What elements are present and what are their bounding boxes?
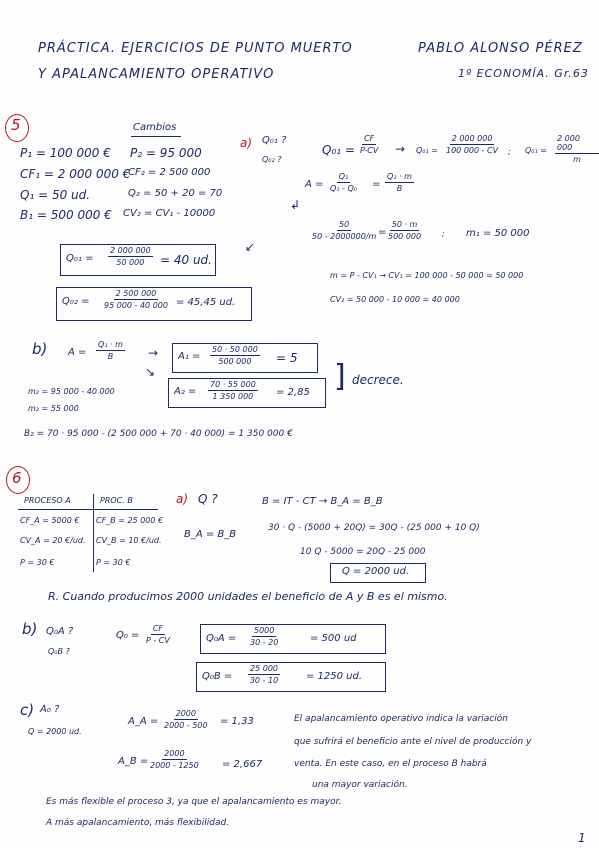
expl-1: El apalancamiento operativo indica la variación	[294, 714, 508, 724]
frac-q0: $\frac{CF}{P - CV}$	[146, 624, 170, 645]
expl-3: venta. En este caso, en el proceso B habrá	[294, 759, 487, 769]
cfa: CF_A = 5000 €	[20, 516, 80, 525]
aa-result: = 1,33	[220, 716, 254, 727]
c-q: Q = 2000 ud.	[28, 727, 82, 736]
a-eq: A =	[305, 179, 324, 190]
q2: Q₂ = 50 + 20 = 70	[128, 188, 223, 199]
q01-c: Q₀₁ =	[525, 146, 547, 155]
aa: A_A =	[128, 716, 159, 727]
expl-2: que sufrirá el beneficio ante el nivel de producción y	[294, 737, 532, 747]
cv2-line: CV₂ = 50 000 - 10 000 = 40 000	[330, 295, 460, 304]
arrow-b2: ↘	[145, 365, 156, 379]
title-line-2: Y APALANCAMIENTO OPERATIVO	[38, 67, 275, 82]
b-a: A =	[68, 347, 87, 358]
q01-box-lhs: Q₀₁ =	[66, 253, 94, 264]
arrow-b1: →	[148, 346, 159, 360]
q01-box-result: = 40 ud.	[160, 253, 212, 267]
frac-q01-box: $\frac{2 000 000}{50 000}$	[110, 246, 151, 267]
q0b-result: = 1250 ud.	[306, 671, 363, 682]
expl-4: una mayor variación.	[312, 780, 408, 790]
eq-line-2: 10 Q - 5000 = 20Q - 25 000	[300, 547, 426, 557]
q01-b: Q₀₁ =	[416, 146, 438, 155]
cambios-underline	[131, 136, 181, 137]
table-line	[18, 509, 158, 510]
ex5-b-label: b)	[32, 340, 48, 358]
b2-line: B₂ = 70 · 95 000 - (2 500 000 + 70 · 40 000) = 1 350 000 €	[24, 429, 293, 439]
frac-q1-q1q0: $\frac{\text{Q₁}}{\text{Q₁ - Q₀}}$	[330, 172, 357, 193]
concl-1: Es más flexible el proceso 3, ya que el apalancamiento es mayor.	[46, 797, 342, 807]
q0a-result: = 500 ud	[310, 633, 357, 644]
pa: P = 30 €	[20, 558, 55, 567]
ex6-c-label: c)	[20, 701, 35, 719]
ex5-a-label: a)	[240, 136, 253, 150]
q0b-lhs: Q₀B =	[202, 671, 233, 682]
q1: Q₁ = 50 ud.	[20, 188, 91, 202]
ex6-a-label: a)	[176, 492, 189, 506]
arrow-curve: ↲	[290, 198, 301, 212]
b-eq: B = IT - CT → B_A = B_B	[262, 496, 383, 507]
concl-2: A más apalancamiento, más flexibilidad.	[46, 818, 230, 828]
c-a: A₀ ?	[40, 704, 60, 715]
arrow-left: ↙	[245, 240, 256, 254]
ab: A_B =	[118, 756, 149, 767]
ba-bb: B_A = B_B	[184, 529, 237, 540]
frac-2m-m: $\frac{2 000 000}{m}$	[555, 134, 599, 164]
decrece-label: decrece.	[352, 373, 404, 387]
p1: P₁ = 100 000 €	[20, 146, 111, 160]
cambios-label: Cambios	[133, 122, 177, 133]
m-line: m = P - CV₁ → CV₁ = 100 000 - 50 000 = 50 000	[330, 271, 524, 280]
page-number: 1	[578, 831, 586, 845]
semicolon: ;	[508, 147, 511, 156]
m-value: m₁ = 50 000	[466, 228, 530, 239]
table-vline	[93, 494, 94, 572]
frac-a2: $\frac{70 \cdot 55 000}{1 350 000}$	[210, 380, 256, 401]
m2-line: m₂ = 95 000 - 40 000	[28, 387, 115, 396]
ex6-b-label: b)	[22, 620, 38, 638]
frac-q0b: $\frac{25 000}{30 - 10}$	[249, 664, 279, 685]
title-line-1: PRÁCTICA. EJERCICIOS DE PUNTO MUERTO	[38, 41, 353, 56]
frac-q0a: $\frac{5000}{30 - 20}$	[250, 626, 279, 647]
frac-ab: $\frac{2000}{2000 - 1250}$	[150, 749, 199, 770]
p2: P₂ = 95 000	[130, 146, 202, 160]
b1: B₁ = 500 000 €	[20, 208, 112, 222]
m2b-line: m₂ = 55 000	[28, 404, 79, 413]
course-label: 1º ECONOMÍA. Gr.63	[458, 67, 589, 80]
a1-result: = 5	[276, 351, 298, 365]
ex5-a-q01: Q₀₁ ?	[262, 135, 287, 146]
cvb: CV_B = 10 €/ud.	[96, 536, 162, 545]
ab-result: = 2,667	[222, 759, 263, 770]
eq-line-1: 30 · Q - (5000 + 20Q) = 30Q - (25 000 + 10 Q)	[268, 523, 480, 533]
cfb: CF_B = 25 000 €	[96, 516, 164, 525]
frac-q1m-b: $\frac{\text{Q₁ · m}}{B}$	[387, 172, 412, 193]
proc-b: PROC. B	[100, 496, 133, 505]
q02-box-result: = 45,45 ud.	[176, 297, 236, 308]
q02-box-lhs: Q₀₂ =	[62, 296, 90, 307]
ex5-a-q02: Q₀₂ ?	[262, 155, 282, 164]
q0: Q₀ =	[116, 630, 140, 641]
cf2: CF₂ = 2 500 000	[128, 167, 211, 178]
b-qa: Q₀A ?	[46, 626, 74, 637]
a2-result: = 2,85	[276, 387, 310, 398]
frac-aa: $\frac{2000}{2000 - 500}$	[164, 709, 208, 730]
pb: P = 30 €	[96, 558, 131, 567]
frac-b: $\frac{\text{Q₁ · m}}{B}$	[98, 340, 123, 361]
author-name: PABLO ALONSO PÉREZ	[418, 41, 583, 56]
frac-a1: $\frac{50 \cdot 50 000}{500 000}$	[212, 345, 258, 366]
frac-2m-100k: $\frac{2 000 000}{100 000 - CV}$	[446, 134, 499, 155]
bracket-b: ]	[334, 359, 346, 394]
b-qb: Q₀B ?	[48, 647, 70, 656]
frac-50: $\frac{50}{50 - 2000000/m}$	[312, 220, 377, 241]
q0a-lhs: Q₀A =	[206, 633, 237, 644]
proc-a: PROCESO A	[24, 496, 71, 505]
cf1: CF₁ = 2 000 000 €	[20, 167, 131, 181]
semicolon-2: ;	[442, 229, 445, 238]
exercise-5-number: 5	[11, 116, 21, 134]
frac-cf-pcv: $\frac{CF}{P-CV}$	[360, 134, 379, 155]
q-result: Q = 2000 ud.	[342, 566, 410, 577]
r-text: R. Cuando producimos 2000 unidades el beneficio de A y B es el mismo.	[48, 590, 448, 603]
a2-lhs: A₂ =	[174, 386, 197, 397]
frac-50m: $\frac{50 \cdot m}{500 000}$	[388, 220, 422, 241]
eq-sign: =	[378, 227, 387, 238]
a1-lhs: A₁ =	[178, 351, 201, 362]
q01-formula-lhs: Q₀₁ =	[322, 143, 355, 157]
ex6-a-q: Q ?	[198, 492, 218, 506]
frac-q02-box: $\frac{2 500 000}{95 000 - 40 000}$	[104, 289, 168, 310]
cv2: CV₂ = CV₁ - 10000	[123, 208, 216, 219]
arrow-1: →	[395, 142, 406, 156]
exercise-6-number: 6	[12, 469, 22, 487]
cva: CV_A = 20 €/ud.	[20, 536, 86, 545]
a-eq2: =	[372, 179, 381, 190]
